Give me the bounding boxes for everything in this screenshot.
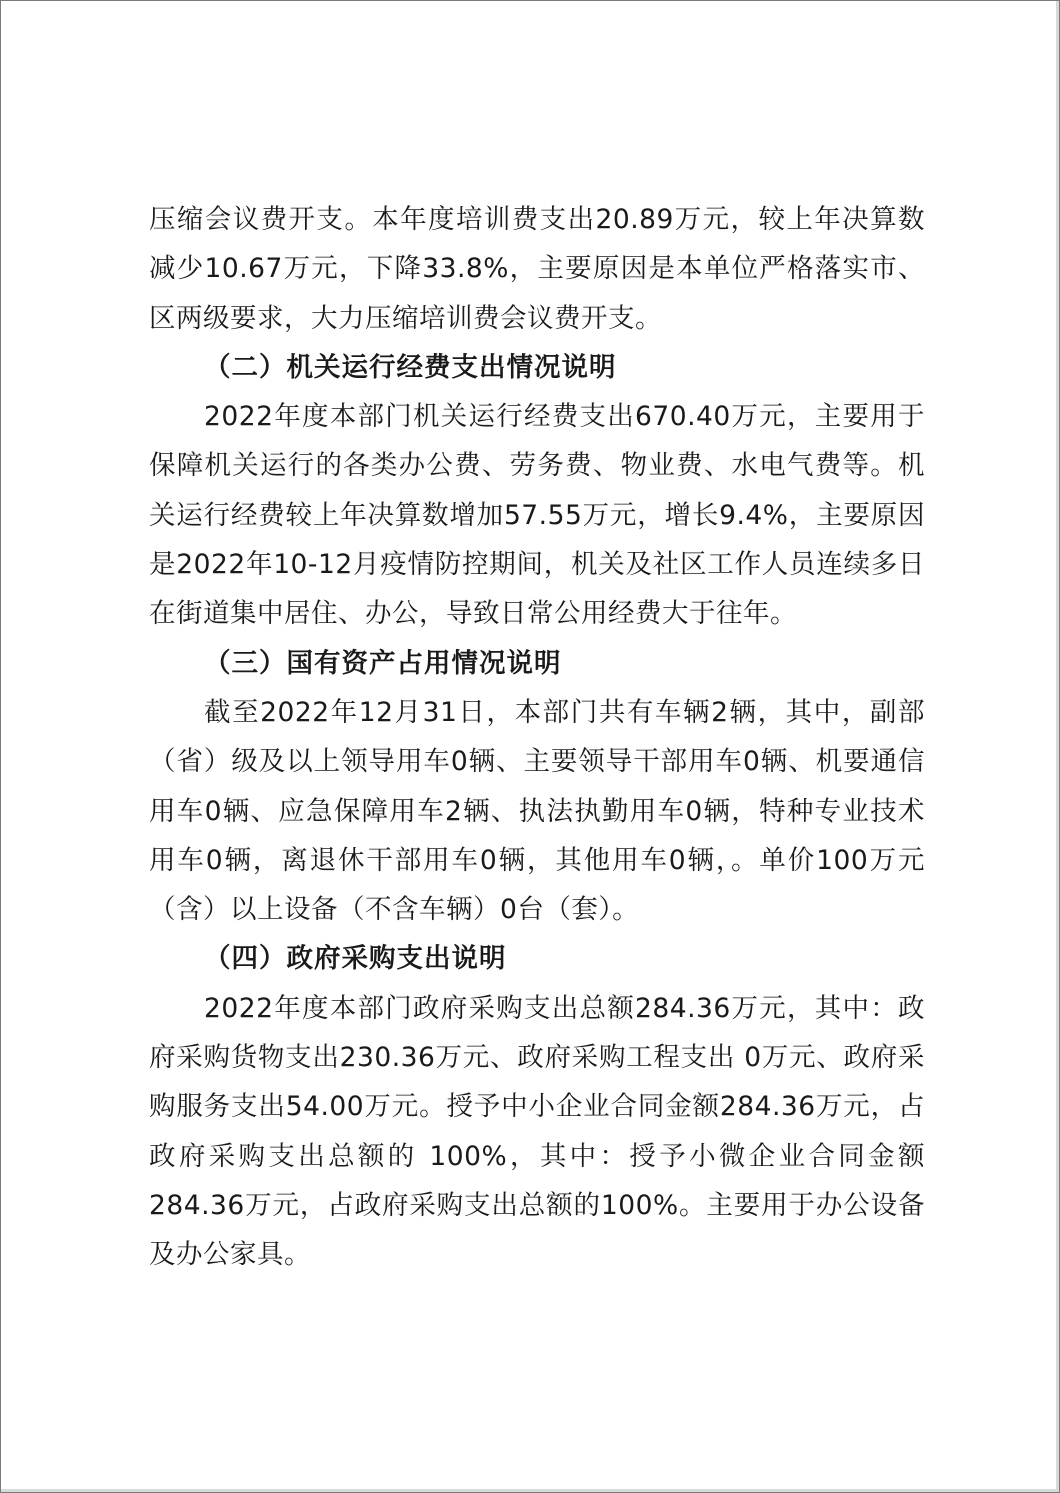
paragraph-procurement: 2022年度本部门政府采购支出总额284.36万元，其中：政府采购货物支出230.36万元、政府采购工程支出 0万元、政府采购服务支出54.00万元。授予中小企业合同金额284.36万元，占政府采购支出总额的 100%，其中：授予小微企业合同金额284.36万元，占政府采购支出总额的100%。主要用于办公设备及办公家具。 — [149, 992, 925, 1271]
document-body — [149, 195, 925, 1280]
section-heading-procurement: （四）政府采购支出说明 — [204, 943, 507, 975]
paragraph-training-fee: 压缩会议费开支。本年度培训费支出20.89万元，较上年决算数减少10.67万元，下降33.8%，主要原因是本单位严格落实市、区两级要求，大力压缩培训费会议费开支。 — [149, 204, 925, 334]
paragraph-operating-expenses: 2022年度本部门机关运行经费支出670.40万元，主要用于保障机关运行的各类办公费、劳务费、物业费、水电气费等。机关运行经费较上年决算数增加57.55万元，增长9.4%，主要原因是2022年10-12月疫情防控期间，机关及社区工作人员连续多日在街道集中居住、办公，导致日常公用经费大于往年。 — [149, 401, 925, 630]
paragraph-state-assets: 截至2022年12月31日，本部门共有车辆2辆，其中，副部（省）级及以上领导用车0辆、主要领导干部用车0辆、机要通信用车0辆、应急保障用车2辆、执法执勤用车0辆，特种专业技术用车0辆，离退休干部用车0辆，其他用车0辆，。单价100万元（含）以上设备（不含车辆）0台（套）。 — [149, 696, 925, 926]
section-heading-operating-expenses: （二）机关运行经费支出情况说明 — [204, 351, 617, 383]
section-heading-state-assets: （三）国有资产占用情况说明 — [204, 647, 562, 679]
